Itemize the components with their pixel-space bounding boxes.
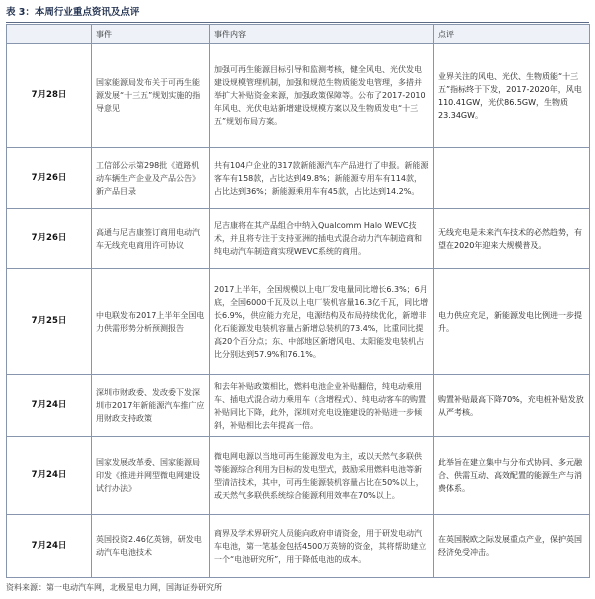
row-content: 共有104户企业的317款新能源汽车产品进行了申报。新能源客车有158款，占比达到49.8%；新能源专用车有114款，占比达到36%；新能源乘用车有45款，占比达到14.2%。 [210, 148, 434, 209]
title-divider [6, 22, 589, 23]
table-row [7, 44, 590, 148]
row-event: 中电联发布2017上半年全国电力供需形势分析预测报告 [92, 269, 210, 375]
row-comment: 购置补贴最高下降70%，充电桩补贴发放从严考核。 [434, 375, 590, 437]
news-table [6, 24, 590, 578]
header-comment: 点评 [434, 25, 590, 44]
table-title: 表 3：本周行业重点资讯及点评 [6, 7, 140, 18]
row-comment: 此举旨在建立集中与分布式协同、多元融合、供需互动、高效配置的能源生产与消费体系。 [434, 437, 590, 515]
row-date: 7月26日 [7, 148, 92, 209]
source-note: 资料来源：第一电动汽车网，北极星电力网，国海证券研究所 [6, 583, 222, 592]
row-event: 国家能源局发布关于可再生能源发展“十三五”规划实施的指导意见 [92, 44, 210, 148]
row-content: 加强可再生能源目标引导和监测考核，健全风电、光伏发电建设规模管理机制，加强和规范生物质能发电管理，多措并举扩大补贴资金来源，加强政策保障等。公布了2017-2010年风电、光伏电站新增建设规模方案以及生物质发电“十三五”规划布局方案。 [210, 44, 434, 148]
row-comment: 业界关注的风电、光伏、生物质能“十三五”指标终于下发，2017-2020年，风电110.41GW，光伏86.5GW，生物质23.34GW。 [434, 44, 590, 148]
row-comment: 无线充电是未来汽车技术的必然趋势，有望在2020年迎来大规模普及。 [434, 209, 590, 269]
row-date: 7月26日 [7, 209, 92, 269]
table-row [7, 209, 590, 269]
row-date: 7月24日 [7, 375, 92, 437]
table-header-row [7, 25, 590, 44]
row-event: 工信部公示第298批《道路机动车辆生产企业及产品公告》新产品目录 [92, 148, 210, 209]
row-event: 国家发展改革委、国家能源局印发《推进并网型微电网建设试行办法》 [92, 437, 210, 515]
table-row [7, 269, 590, 375]
row-content: 尼吉康将在其产品组合中纳入Qualcomm Halo WEVC技术，并且将专注于支持亚洲的插电式混合动力汽车制造商和纯电动汽车制造商实现WEVC系统的商用。 [210, 209, 434, 269]
row-content: 商界及学术界研究人员能向政府申请资金，用于研发电动汽车电池，第一笔基金包括4500万英镑的资金，其将帮助建立一个“电池研究所”，用于降低电池的成本。 [210, 515, 434, 578]
row-date: 7月24日 [7, 515, 92, 578]
row-comment [434, 148, 590, 209]
header-content: 事件内容 [210, 25, 434, 44]
row-content: 和去年补贴政策相比，燃料电池企业补贴翻倍，纯电动乘用车、插电式混合动力乘用车（含增程式）、纯电动客车的购置补贴同比下降，此外，深圳对充电设施建设的补贴进一步倾斜，补贴相比去年提高一倍。 [210, 375, 434, 437]
table-row [7, 375, 590, 437]
header-date [7, 25, 92, 44]
row-date: 7月25日 [7, 269, 92, 375]
row-content: 微电网电源以当地可再生能源发电为主，或以天然气多联供等能源综合利用为目标的发电型式，鼓励采用燃料电池等新型清洁技术，其中，可再生能源装机容量占比在50%以上，或天然气多联供系统综合能源利用效率在70%以上。 [210, 437, 434, 515]
row-content: 2017上半年，全国规模以上电厂发电量同比增长6.3%；6月底，全国6000千瓦及以上电厂装机容量16.3亿千瓦，同比增长6.9%，供应能力充足，电源结构及布局持续优化，新增非化石能源发电装机容量占新增总装机的73.4%，比重同比提高20个百分点；东、中部地区新增风电、太阳能发电装机占比分别达到57.9%和76.1%。 [210, 269, 434, 375]
row-comment: 在英国脱欧之际发展重点产业，保护英国经济免受冲击。 [434, 515, 590, 578]
table-row [7, 148, 590, 209]
table-row [7, 437, 590, 515]
row-comment: 电力供应充足，新能源发电比例进一步提升。 [434, 269, 590, 375]
header-event: 事件 [92, 25, 210, 44]
row-event: 英国投资2.46亿英镑，研发电动汽车电池技术 [92, 515, 210, 578]
row-event: 高通与尼吉康签订商用电动汽车无线充电商用许可协议 [92, 209, 210, 269]
row-date: 7月28日 [7, 44, 92, 148]
table-row [7, 515, 590, 578]
row-date: 7月24日 [7, 437, 92, 515]
row-event: 深圳市财政委、发改委下发深圳市2017年新能源汽车推广应用财政支持政策 [92, 375, 210, 437]
